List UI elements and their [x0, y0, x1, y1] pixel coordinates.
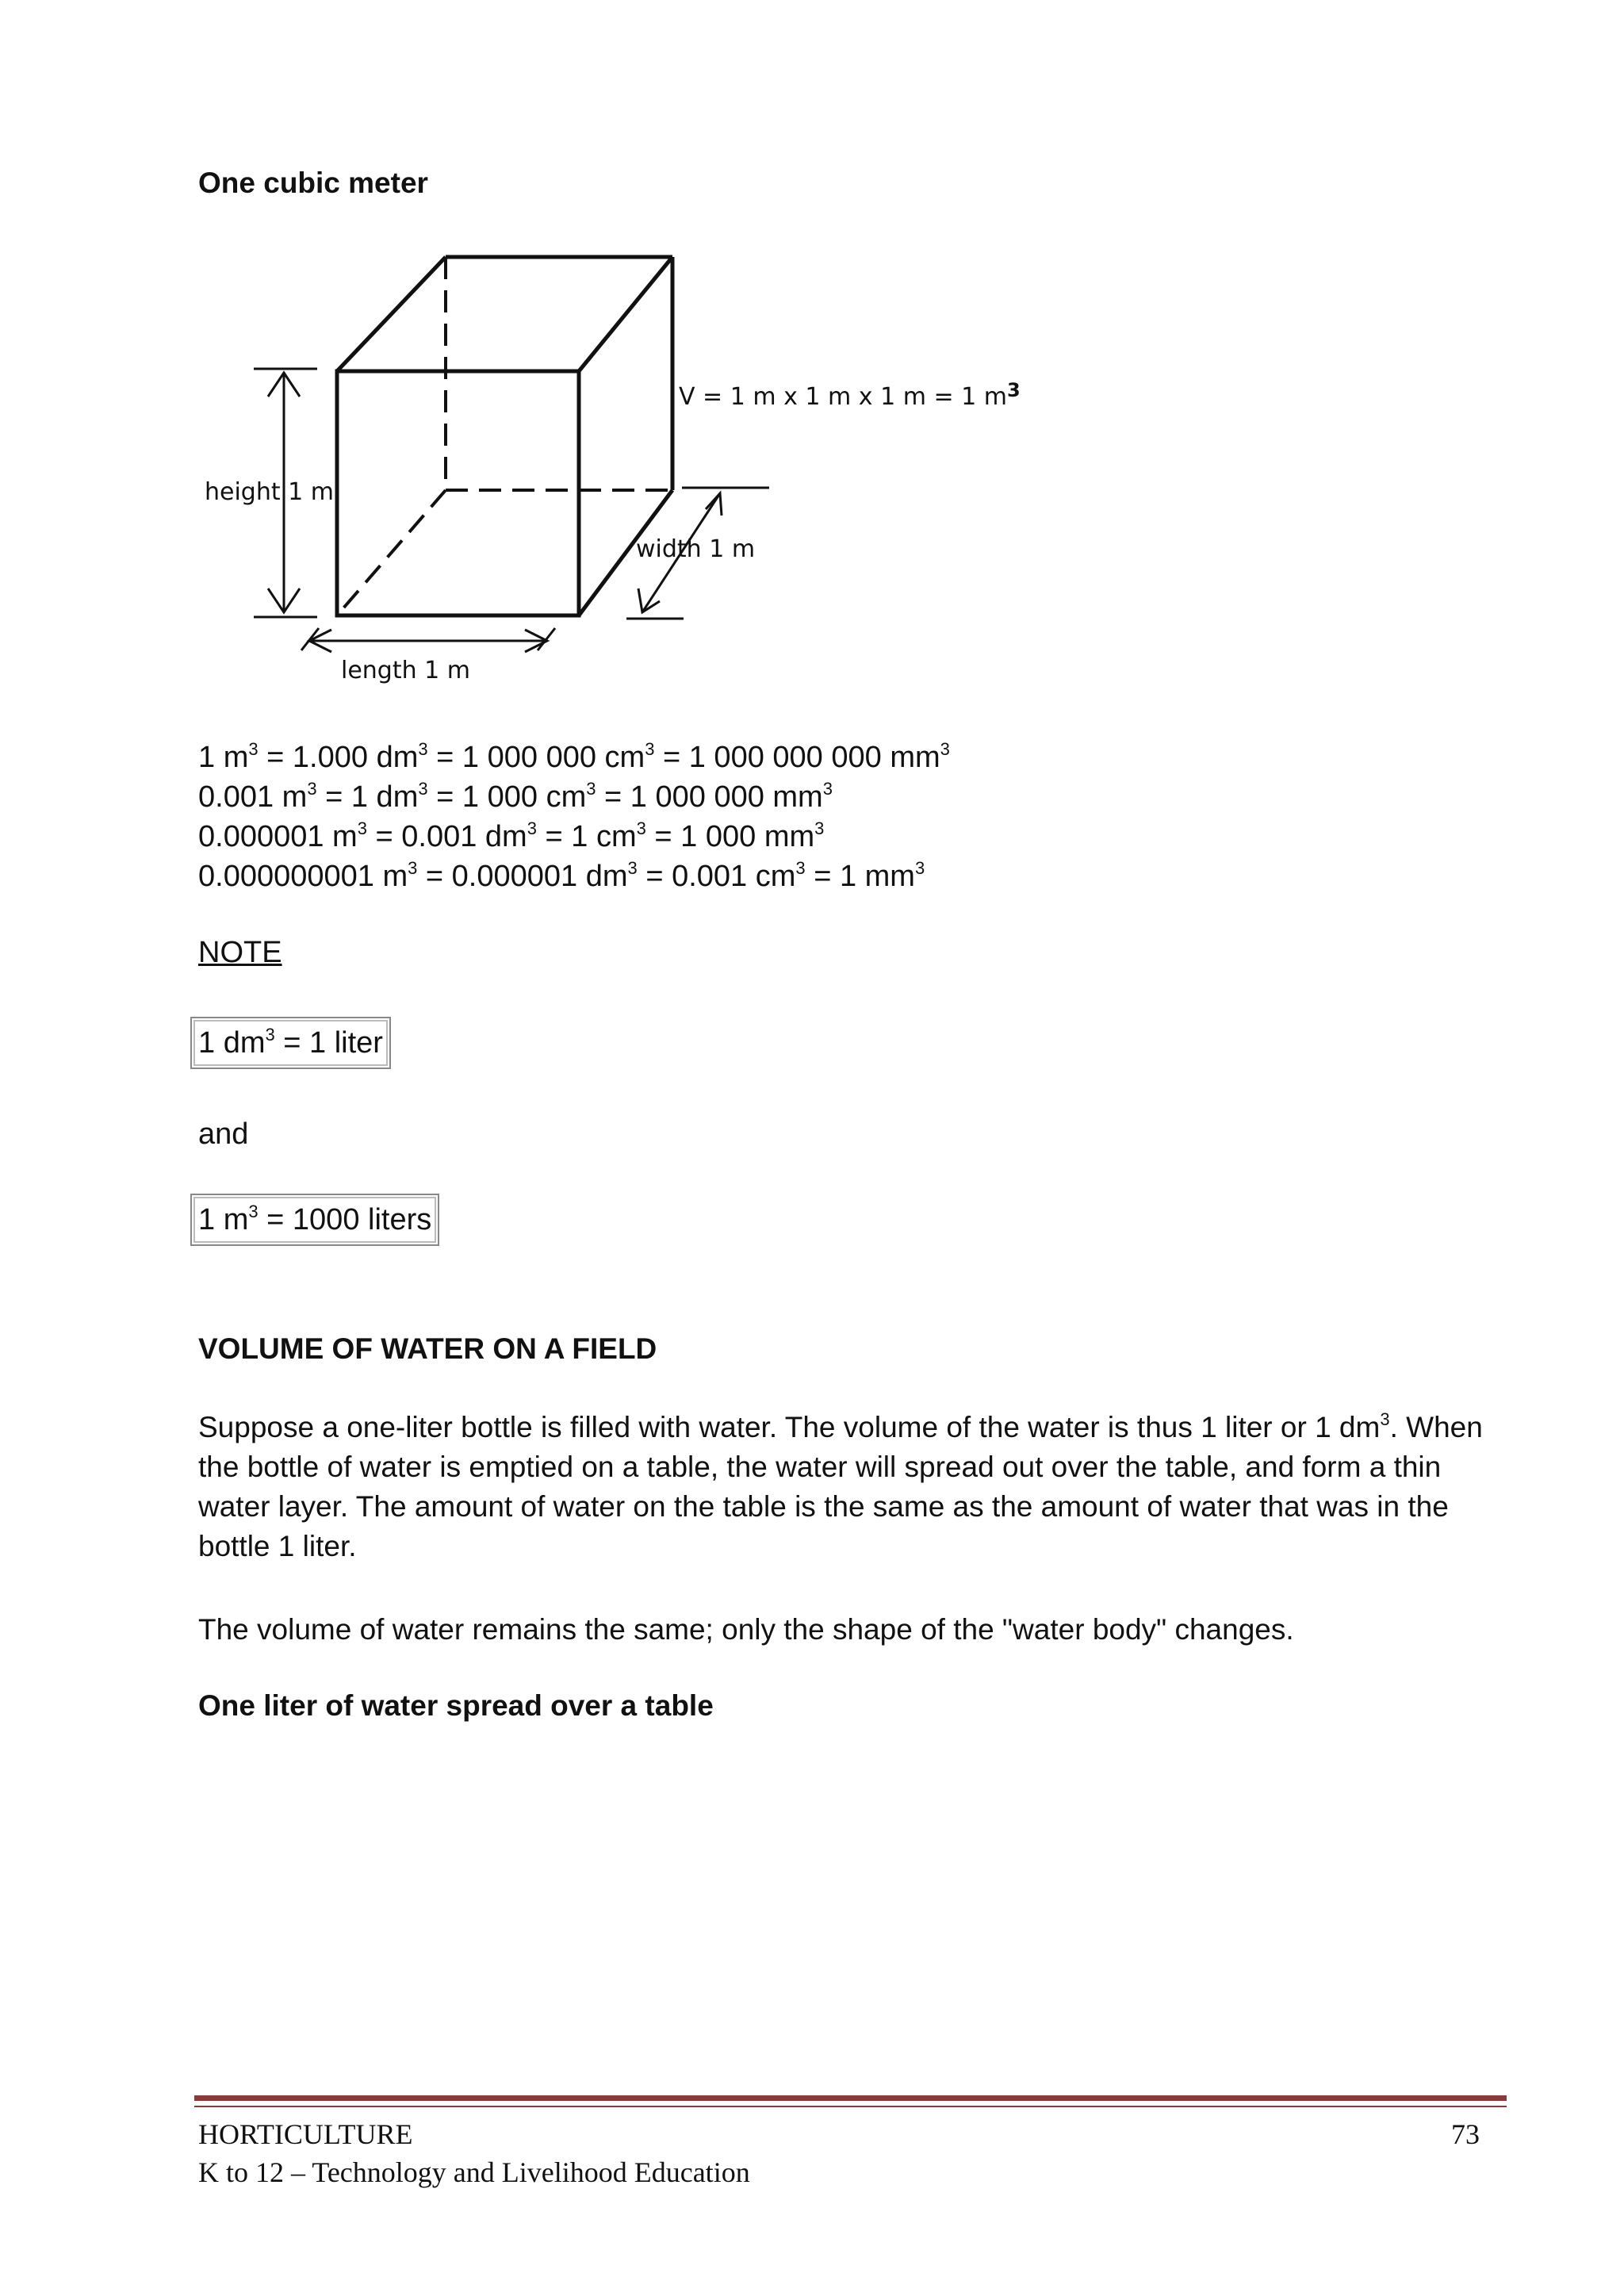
conversion-line: 1 $m^3 = 1.000$ $dm^3 = 1$ 000 000 $cm^3 = 1$ 000 000 000 $mm^3$	[198, 739, 950, 774]
section-heading: VOLUME OF WATER ON A FIELD	[198, 1332, 657, 1365]
cube-diagram	[198, 246, 1021, 706]
page-number: 73	[1451, 2118, 1480, 2150]
subheading: One liter of water spread over a table	[198, 1689, 714, 1722]
note-label: NOTE	[198, 936, 282, 969]
height-label: height 1 m	[205, 478, 335, 506]
footer-rule	[194, 2095, 1507, 2101]
footer-subject: HORTICULTURE	[198, 2118, 413, 2150]
conversion-list	[198, 738, 950, 896]
footer-course: K to 12 – Technology and Livelihood Education	[198, 2156, 750, 2188]
conversion-line: 0.000001 $m^3 = 0.001$ $dm^3 = 1$ $cm^3 = 1$ 000 $mm^3$	[198, 818, 825, 853]
liter-box: 1 $dm^3 = 1$ liter	[190, 1017, 391, 1069]
length-label: length 1 m	[341, 657, 471, 684]
cube-heading: One cubic meter	[198, 167, 428, 199]
and-text: and	[198, 1117, 249, 1151]
cubic-meter-box: 1 $m^3 = 1000$ liters	[190, 1194, 439, 1246]
paragraph-volume: The volume of water remains the same; only the shape of the "water body" changes.	[198, 1613, 1294, 1646]
conversion-line: 0.000000001 $m^3 = 0.000001$ $dm^3 = 0.001$ $cm^3 = 1$ $mm^3$	[198, 858, 925, 893]
paragraph-bottle: Suppose a one-liter bottle is filled with water. The volume of the water is thus 1 liter or 1 $dm^3$. When the bottle of water is emptied on a table, the water will spread out over the table, and form a thin water layer. The amount of water on the table is the same as the amount of water that was in the bottle 1 liter.	[198, 1409, 1483, 1562]
width-label: width 1 m	[636, 535, 756, 563]
conversion-line: 0.001 $m^3 = 1$ $dm^3 = 1$ 000 $cm^3 = 1$ 000 000 $mm^3$	[198, 779, 833, 814]
volume-formula: V = 1 m x 1 m x 1 m = 1 $m^3$	[679, 379, 1021, 411]
footer-rule-thin	[194, 2106, 1507, 2107]
